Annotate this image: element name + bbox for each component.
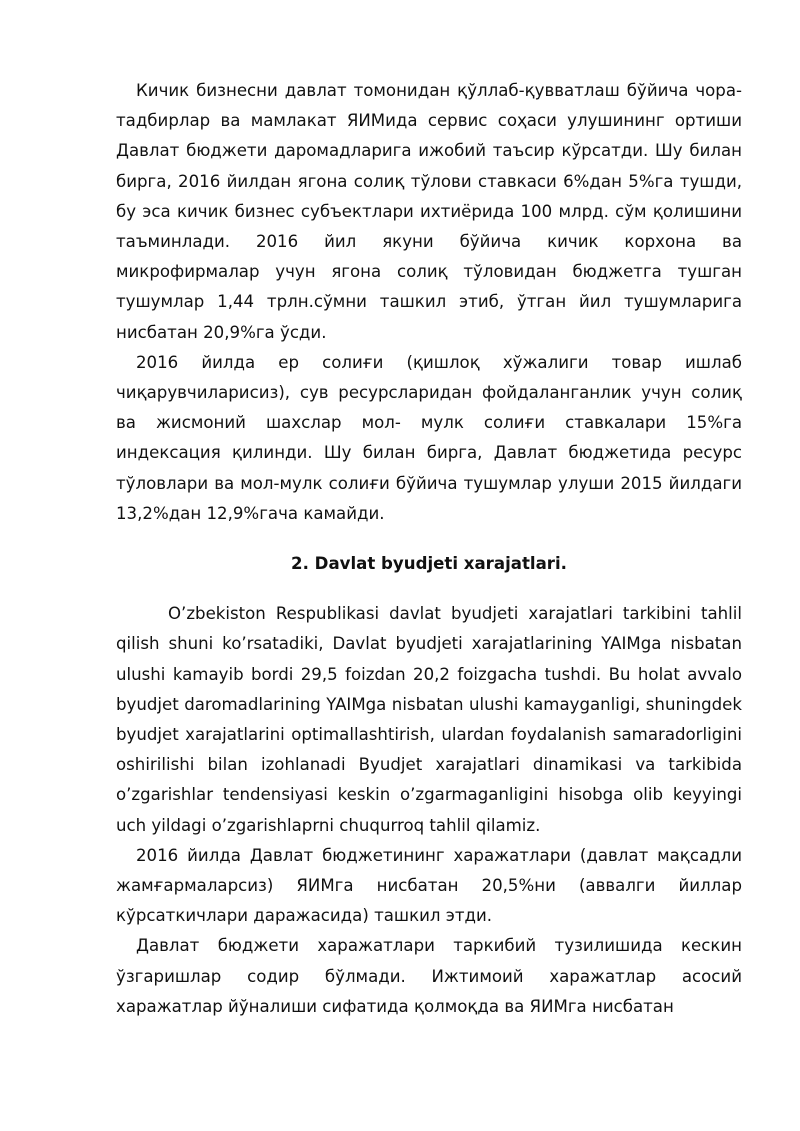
paragraph-budget-expenditure-analysis: O’zbekiston Respublikasi davlat byudjeti xarajatlari tarkibini tahlil qilish shuni ko’rsatadiki, Davlat byudjeti xarajatlarining YAIMga nisbatan ulushi kamayib bordi 29,5 foizdan 20,2 foizgacha tushdi. Bu holat avvalo byudjet daromadlarining YAIMga nisbatan ulushi kamayganligi, shuningdek byudjet xarajatlarini optimallashtirish, ulardan foydalanish samaradorligini oshirilishi bilan izohlanadi Byudjet xarajatlari dinamikasi va tarkibida o’zgarishlar tendensiyasi keskin o’zgarmaganligini hisobga olib keyyingi uch yildagi o’zgarishlaprni chuqurroq tahlil qilamiz. xyxy=(116,604,742,835)
spacer xyxy=(116,529,742,549)
paragraph-2016-expenditures: 2016 йилда Давлат бюджетининг харажатлари (давлат мақсадли жамғармаларсиз) ЯИМга нисбатан 20,5%ни (аввалги йиллар кўрсаткичлари даражасида) ташкил этди. xyxy=(116,845,742,926)
paragraph-expenditure-structure: Давлат бюджети харажатлари таркибий тузилишида кескин ўзгаришлар содир бўлмади. Ижтимоий харажатлар асосий харажатлар йўналиши сифатида қолмоқда ва ЯИМга нисбатан xyxy=(116,936,742,1016)
paragraph-small-business-support: Кичик бизнесни давлат томонидан қўллаб-қувватлаш бўйича чора- тадбирлар ва мамлакат ЯИМида сервис соҳаси улушининг ортиши Давлат бюджети даромадларига ижобий таъсир кўрсатди. Шу билан бирга, 2016 йилдан ягона солиқ тўлови ставкаси 6%дан 5%га тушди, бу эса кичик бизнес субъектлари ихтиёрида 100 млрд. сўм қолишини таъминлади. 2016 йил якуни бўйича кичик корхона ва микрофирмалар учун ягона солиқ тўловидан бюджетга тушган тушумлар 1,44 трлн.сўмни ташкил этиб, ўтган йил тушумларига нисбатан 20,9%га ўсди. xyxy=(116,81,742,342)
spacer xyxy=(116,579,742,599)
section-heading: 2. Davlat byudjeti xarajatlari. xyxy=(291,554,567,574)
document-page xyxy=(116,76,742,1022)
paragraph-land-tax-indexation: 2016 йилда ер солиғи (қишлоқ хўжалиги товар ишлаб чиқарувчиларисиз), сув ресурсларидан фойдаланганлик учун солиқ ва жисмоний шахслар мол- мулк солиғи ставкалари 15%га индексация қилинди. Шу билан бирга, Давлат бюджетида ресурс тўловлари ва мол-мулк солиғи бўйича тушумлар улуши 2015 йилдаги 13,2%дан 12,9%гача камайди. xyxy=(116,352,742,523)
